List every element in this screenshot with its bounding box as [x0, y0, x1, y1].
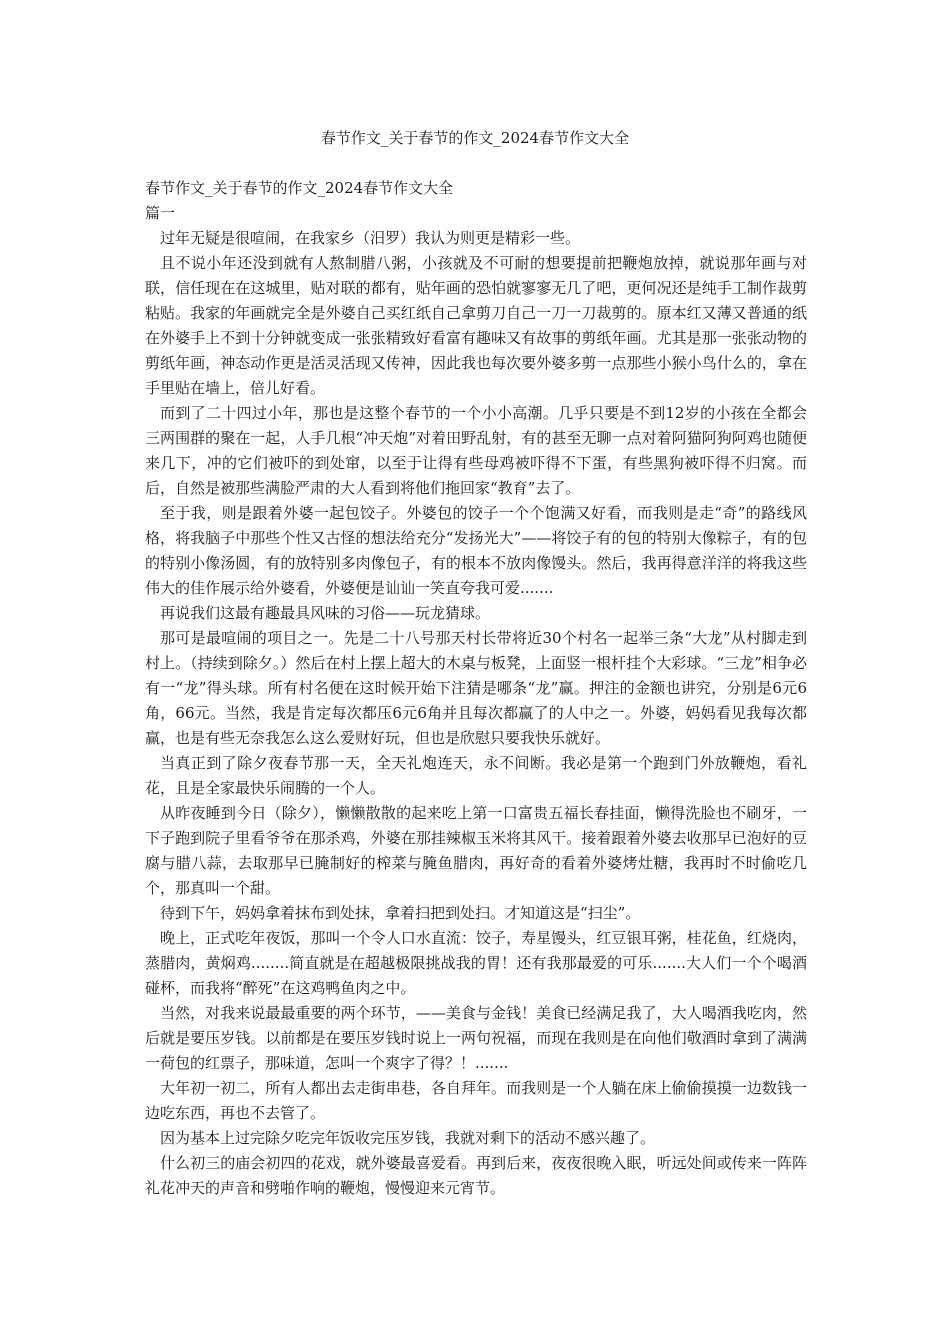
document-title: 春节作文_关于春节的作文_2024春节作文大全: [320, 129, 630, 147]
paragraph: 且不说小年还没到就有人熬制腊八粥，小孩就及不可耐的想要提前把鞭炮放掉，就说那年画与对联，信任现在在这城里，贴对联的都有，贴年画的恐怕就寥寥无几了吧，更何况还是纯手工制作裁剪粘贴。我家的年画就完全是外婆自己买红纸自己拿剪刀自己一刀一刀裁剪的。原本红又薄又普通的纸在外婆手上不到十分钟就变成一张张精致好看富有趣味又有故事的剪纸年画。尤其是那一张张动物的剪纸年画，神态动作更是活灵活现又传神，因此我也每次要外婆多剪一点那些小猴小鸟什么的，拿在手里贴在墙上，倍儿好看。: [145, 254, 807, 397]
paragraph: 至于我，则是跟着外婆一起包饺子。外婆包的饺子一个个饱满又好看，而我则是走“奇”的路线风格，将我脑子中那些个性又古怪的想法给充分“发扬光大”——将饺子有的包的特别大像粽子，有的包的特别小像汤圆，有的放特别多肉像包子，有的根本不放肉像馒头。然后，我再得意洋洋的将我这些伟大的佳作展示给外婆看，外婆便是讪讪一笑直夸我可爱.......: [145, 504, 807, 597]
paragraph: 晚上，正式吃年夜饭，那叫一个令人口水直流：饺子，寿星馒头，红豆银耳粥，桂花鱼，红烧肉，蒸腊肉，黄焖鸡........简直就是在超越极限挑战我的胃！还有我那最爱的可乐.......大人们一个个喝酒碰杯，而我将“醉死”在这鸡鸭鱼肉之中。: [145, 929, 807, 997]
paragraph: 从昨夜睡到今日（除夕），懒懒散散的起来吃上第一口富贵五福长春挂面，懒得洗脸也不刷牙，一下子跑到院子里看爷爷在那杀鸡，外婆在那挂辣椒玉米将其风干。接着跟着外婆去收那早已泡好的豆腐与腊八蒜，去取那早已腌制好的榨菜与腌鱼腊肉，再好奇的看着外婆烤灶糖，我再时不时偷吃几个，那真叫一个甜。: [145, 804, 807, 897]
paragraph: 过年无疑是很喧闹，在我家乡（汨罗）我认为则更是精彩一些。: [160, 229, 581, 247]
document-subtitle: 春节作文_关于春节的作文_2024春节作文大全: [145, 179, 454, 197]
paragraph: 那可是最喧闹的项目之一。先是二十八号那天村长带将近30个村名一起举三条“大龙”从村脚走到村上。（持续到除夕。）然后在村上摆上超大的木桌与板凳，上面竖一根杆挂个大彩球。“三龙”相争必有一“龙”得头球。所有村名便在这时候开始下注猜是哪条“龙”赢。押注的金额也讲究，分别是6元6角，66元。当然，我是肯定每次都压6元6角并且每次都赢了的人中之一。外婆，妈妈看见我每次都赢，也是有些无奈我怎么这么爱财好玩，但也是欣慰只要我快乐就好。: [145, 629, 807, 747]
paragraph: 当然，对我来说最最重要的两个环节，——美食与金钱！美食已经满足我了，大人喝酒我吃肉，然后就是要压岁钱。以前都是在要压岁钱时说上一两句祝福，而现在我则是在向他们敬酒时拿到了满满一荷包的红票子，那味道，怎叫一个爽字了得？！.......: [145, 1004, 807, 1072]
paragraph: 再说我们这最有趣最具风味的习俗——玩龙猜球。: [160, 604, 491, 622]
paragraph: 什么初三的庙会初四的花戏，就外婆最喜爱看。再到后来，夜夜很晚入眠，听远处间或传来一阵阵礼花冲天的声音和劈啪作响的鞭炮，慢慢迎来元宵节。: [145, 1154, 807, 1197]
paragraph: 大年初一初二，所有人都出去走街串巷，各自拜年。而我则是一个人躺在床上偷偷摸摸一边数钱一边吃东西，再也不去管了。: [145, 1079, 807, 1122]
paragraph: 而到了二十四过小年，那也是这整个春节的一个小小高潮。几乎只要是不到12岁的小孩在全都会三两围群的聚在一起，人手几根“冲天炮”对着田野乱射，有的甚至无聊一点对着阿猫阿狗阿鸡也随便来几下，冲的它们被吓的到处窜，以至于让得有些母鸡被吓得不下蛋，有些黑狗被吓得不归窝。而后，自然是被那些满脸严肃的大人看到将他们拖回家“教育”去了。: [145, 404, 807, 497]
paragraph: 当真正到了除夕夜春节那一天，全天礼炮连天，永不间断。我必是第一个跑到门外放鞭炮，看礼花，且是全家最快乐闹腾的一个人。: [145, 754, 807, 797]
section-label: 篇一: [145, 204, 176, 222]
paragraph: 因为基本上过完除夕吃完年饭收完压岁钱，我就对剩下的活动不感兴趣了。: [160, 1129, 656, 1147]
document-body: [145, 176, 807, 1201]
paragraph: 待到下午，妈妈拿着抹布到处抹，拿着扫把到处扫。才知道这是“扫尘”。: [160, 904, 641, 922]
